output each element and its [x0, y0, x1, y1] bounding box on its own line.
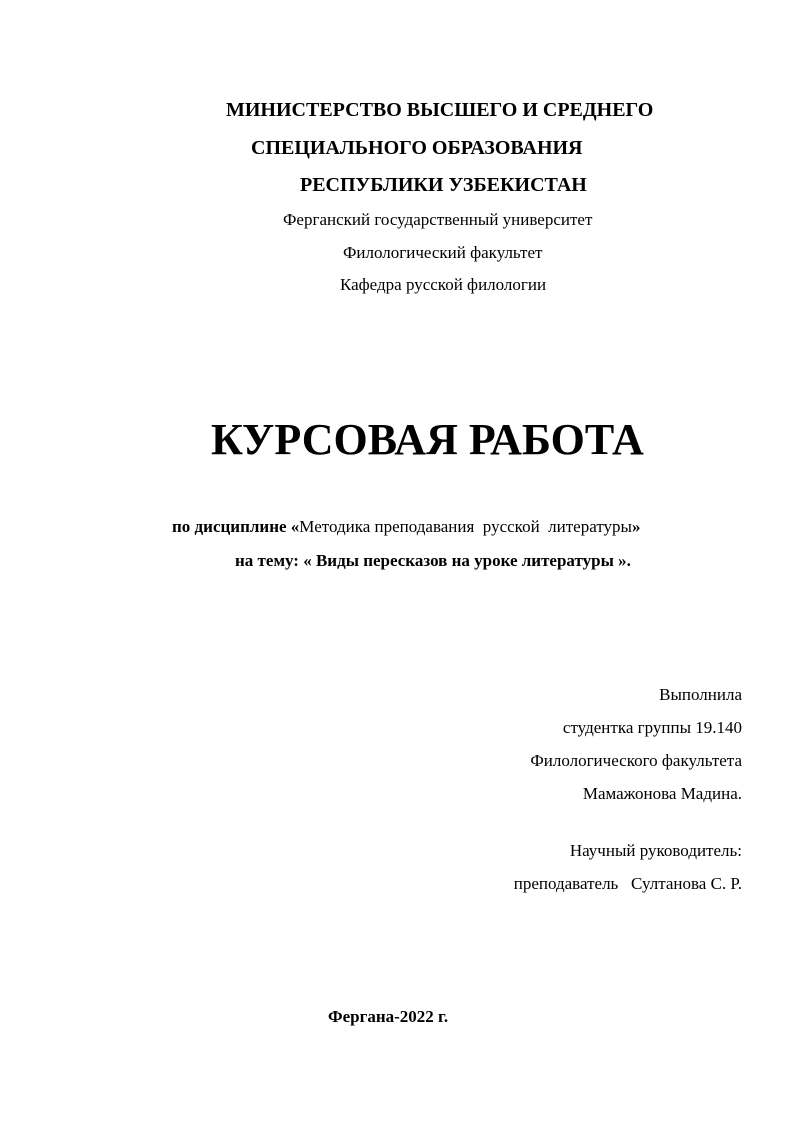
discipline-suffix: » — [631, 517, 641, 536]
university-name: Ферганский государственный университет — [283, 210, 593, 229]
author-name: Мамажонова Мадина. — [582, 784, 742, 803]
ministry-line-1: МИНИСТЕРСТВО ВЫСШЕГО И СРЕДНЕГО — [226, 99, 654, 121]
discipline-name: Методика преподавания русской литературы — [299, 517, 632, 536]
discipline-line — [172, 518, 640, 535]
faculty-name: Филологический факультет — [343, 243, 543, 262]
author-group: студентка группы 19.140 — [562, 718, 742, 737]
ministry-line-3: РЕСПУБЛИКИ УЗБЕКИСТАН — [300, 174, 587, 196]
supervisor-name: преподаватель Султанова С. Р. — [513, 874, 742, 893]
ministry-line-2: СПЕЦИАЛЬНОГО ОБРАЗОВАНИЯ — [251, 137, 583, 159]
city-year: Фергана-2022 г. — [328, 1007, 449, 1026]
supervisor-label: Научный руководитель: — [569, 841, 742, 860]
author-done-by: Выполнила — [659, 685, 742, 704]
document-title: КУРСОВАЯ РАБОТА — [211, 415, 644, 464]
department-name: Кафедра русской филологии — [340, 275, 547, 294]
discipline-prefix: по дисциплине « — [172, 517, 300, 536]
topic-line: на тему: « Виды пересказов на уроке литературы ». — [235, 551, 631, 570]
author-faculty: Филологического факультета — [530, 751, 742, 770]
